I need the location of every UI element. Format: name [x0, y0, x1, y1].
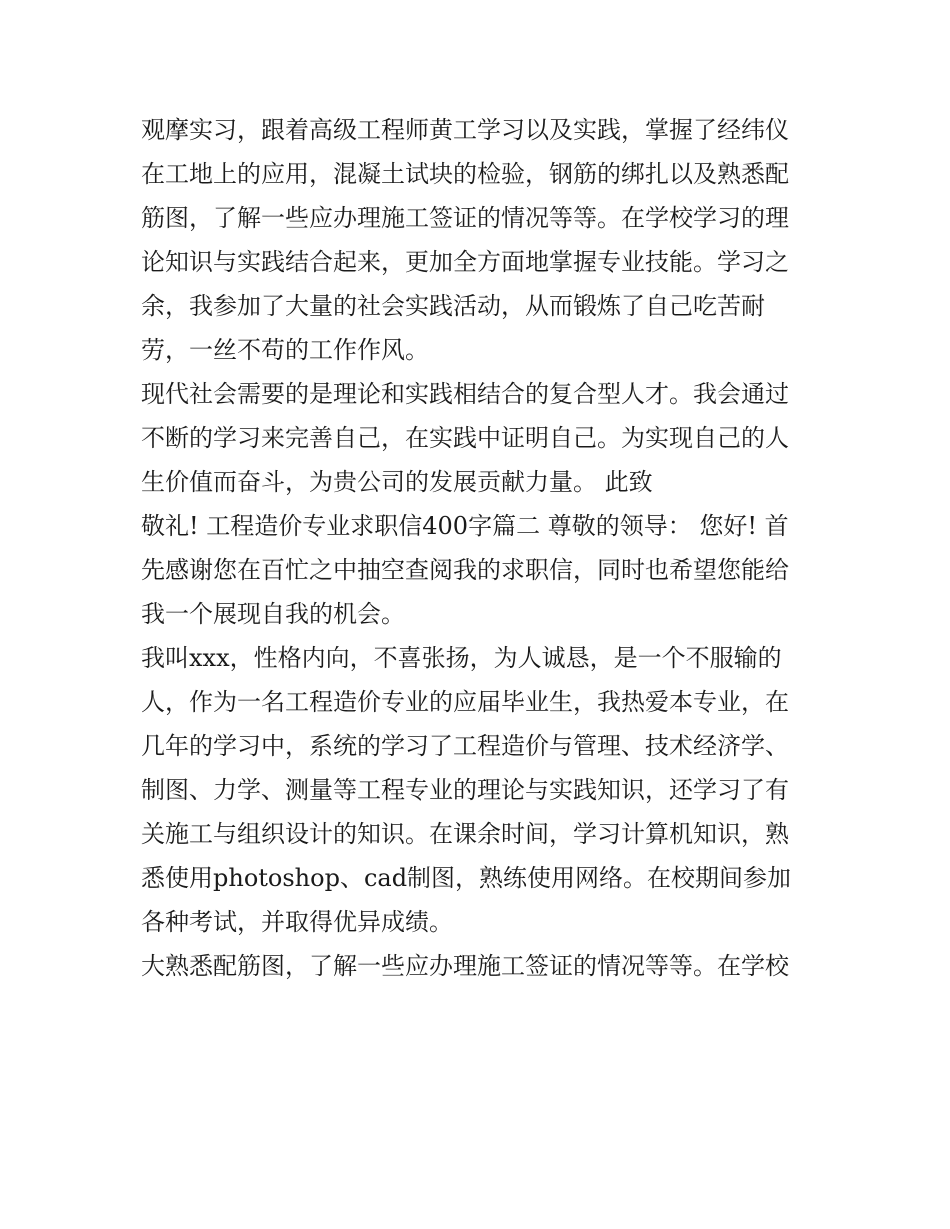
text-line: 关施工与组织设计的知识。在课余时间，学习计算机知识，熟: [141, 820, 789, 848]
text-line: 生价值而奋斗，为贵公司的发展贡献力量。 此致: [141, 468, 653, 496]
text-line: 制图、力学、测量等工程专业的理论与实践知识，还学习了有: [141, 776, 789, 804]
text-line: 先感谢您在百忙之中抽空查阅我的求职信，同时也希望您能给: [141, 556, 789, 584]
text-line: 不断的学习来完善自己，在实践中证明自己。为实现自己的人: [141, 424, 789, 452]
text-line: 大熟悉配筋图，了解一些应办理施工签证的情况等等。在学校: [141, 952, 789, 980]
text-line: 筋图，了解一些应办理施工签证的情况等等。在学校学习的理: [141, 204, 789, 232]
text-line: 几年的学习中，系统的学习了工程造价与管理、技术经济学、: [141, 732, 789, 760]
text-line: 敬礼! 工程造价专业求职信400字篇二 尊敬的领导： 您好! 首: [141, 512, 789, 540]
text-line: 悉使用photoshop、cad制图，熟练使用网络。在校期间参加: [141, 864, 792, 892]
text-line: 各种考试，并取得优异成绩。: [141, 908, 453, 936]
text-line: 论知识与实践结合起来，更加全方面地掌握专业技能。学习之: [141, 248, 789, 276]
text-line: 在工地上的应用，混凝土试块的检验，钢筋的绑扎以及熟悉配: [141, 160, 789, 188]
text-line: 观摩实习，跟着高级工程师黄工学习以及实践，掌握了经纬仪: [141, 116, 789, 144]
document-body: [141, 108, 821, 988]
text-line: 现代社会需要的是理论和实践相结合的复合型人才。我会通过: [141, 380, 789, 408]
text-line: 我一个展现自我的机会。: [141, 600, 405, 628]
text-line: 劳，一丝不苟的工作作风。: [141, 336, 429, 364]
text-line: 人，作为一名工程造价专业的应届毕业生，我热爱本专业，在: [141, 688, 789, 716]
text-line: 我叫xxx，性格内向，不喜张扬，为人诚恳，是一个不服输的: [141, 644, 782, 672]
text-line: 余，我参加了大量的社会实践活动，从而锻炼了自己吃苦耐: [141, 292, 765, 320]
